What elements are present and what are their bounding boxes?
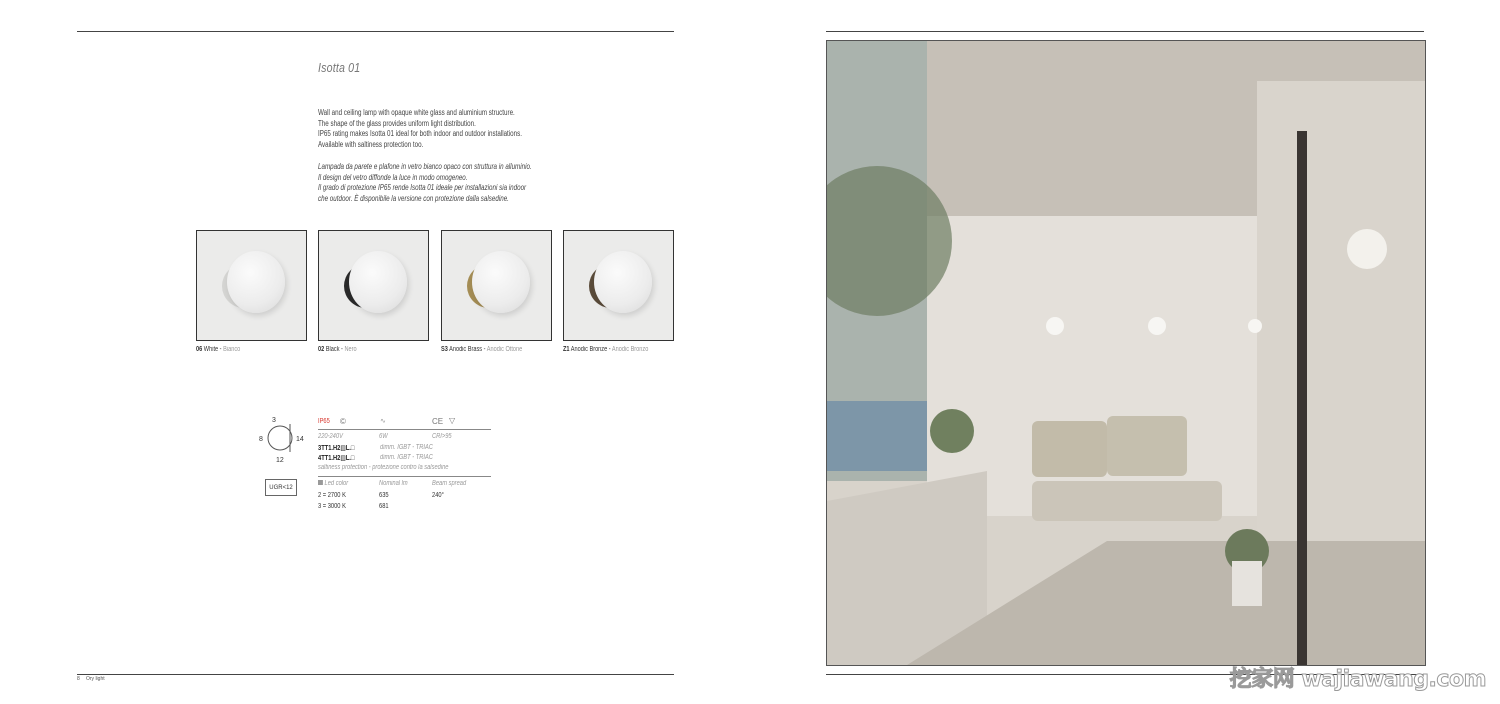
- saltiness-note: saltiness protection - protezione contro la salsedine: [318, 464, 449, 471]
- lamp-globe: [349, 251, 407, 313]
- finish-caption: 02 Black - Nero: [318, 346, 357, 353]
- finish-caption: S3 Anodic Brass - Anodic Ottone: [441, 346, 523, 353]
- lamp-globe: [227, 251, 285, 313]
- led-row: 635: [379, 492, 389, 499]
- ip-rating: IP65: [318, 418, 330, 425]
- pillow: [1107, 416, 1187, 476]
- code-row: 3TT1.H2▥L.□: [318, 445, 355, 452]
- wall-lamp: [1347, 229, 1387, 269]
- dimension-top: 3: [272, 417, 276, 424]
- planter: [1232, 561, 1262, 606]
- lamp-globe: [472, 251, 530, 313]
- dimension-bottom: 12: [276, 457, 284, 464]
- plant: [930, 409, 974, 453]
- ugr-badge: UGR<12: [265, 479, 297, 496]
- lifestyle-photo: [826, 40, 1426, 666]
- watermark: 挖家网 wajiawang.com: [1229, 667, 1486, 692]
- class-icon: ∿: [380, 418, 386, 425]
- wall-lamp: [1046, 317, 1064, 335]
- door-frame: [1297, 131, 1307, 665]
- header-beam: Beam spread: [432, 480, 467, 487]
- led-row: 3 = 3000 K: [318, 503, 346, 510]
- product-title: Isotta 01: [318, 60, 361, 75]
- bench-cushion: [1032, 481, 1222, 521]
- finish-caption: 06 White - Bianco: [196, 346, 241, 353]
- finish-swatch-black: [318, 230, 429, 341]
- finish-caption: Z1 Anodic Bronze - Anodic Bronzo: [563, 346, 649, 353]
- led-row: 681: [379, 503, 389, 510]
- led-row: 2 = 2700 K: [318, 492, 346, 499]
- lamp-globe: [594, 251, 652, 313]
- left-top-rule: [77, 31, 674, 32]
- dimming-row: dimm. IGBT - TRIAC: [380, 444, 433, 451]
- header-led: Led color: [318, 480, 348, 487]
- sea: [827, 401, 927, 471]
- finish-swatch-anodic-bronze: [563, 230, 674, 341]
- description-en: Wall and ceiling lamp with opaque white glass and aluminium structure. The shape of the glass provides uniform light distribution. IP65 rating makes Isotta 01 ideal for both indoor and outdoor installations. Available with saltiness protection too.: [318, 108, 522, 149]
- wattage: 6W: [379, 433, 388, 440]
- description-it: Lampada da parete e plafone in vetro bianco opaco con struttura in alluminio. Il design del vetro diffonde la luce in modo omogeneo. Il grado di protezione IP65 rende Isotta 01 ideale per installazioni sia indoor che outdoor. È disponibile la versione con protezione dalla salsedine.: [318, 162, 532, 203]
- certification-icon: ©: [340, 417, 346, 426]
- led-row: 240°: [432, 492, 444, 499]
- wall-lamp: [1248, 319, 1262, 333]
- voltage: 220-240V: [318, 433, 343, 440]
- dimension-outline: [268, 426, 292, 450]
- ce-icon: CE: [432, 417, 444, 426]
- right-top-rule: [826, 31, 1424, 32]
- cri: CRI>95: [432, 433, 452, 440]
- pillow: [1032, 421, 1107, 477]
- triangle-icon: ▽: [449, 416, 456, 425]
- page-number: 8: [77, 676, 80, 682]
- header-lm: Nominal lm: [379, 480, 408, 487]
- dimension-drawing: [258, 414, 306, 466]
- spec-rule: [318, 476, 491, 477]
- dimming-row: dimm. IGBT - TRIAC: [380, 454, 433, 461]
- finish-swatch-anodic-brass: [441, 230, 552, 341]
- photo-illustration: [827, 41, 1425, 665]
- brand-footer: Ory light: [86, 676, 105, 682]
- dimension-right: 14: [296, 436, 304, 443]
- spec-rule: [318, 429, 491, 430]
- left-bottom-rule: [77, 674, 674, 675]
- finish-swatch-white: [196, 230, 307, 341]
- code-row: 4TT1.H2▥L.□: [318, 455, 355, 462]
- dimension-left: 8: [259, 436, 263, 443]
- wall-lamp: [1148, 317, 1166, 335]
